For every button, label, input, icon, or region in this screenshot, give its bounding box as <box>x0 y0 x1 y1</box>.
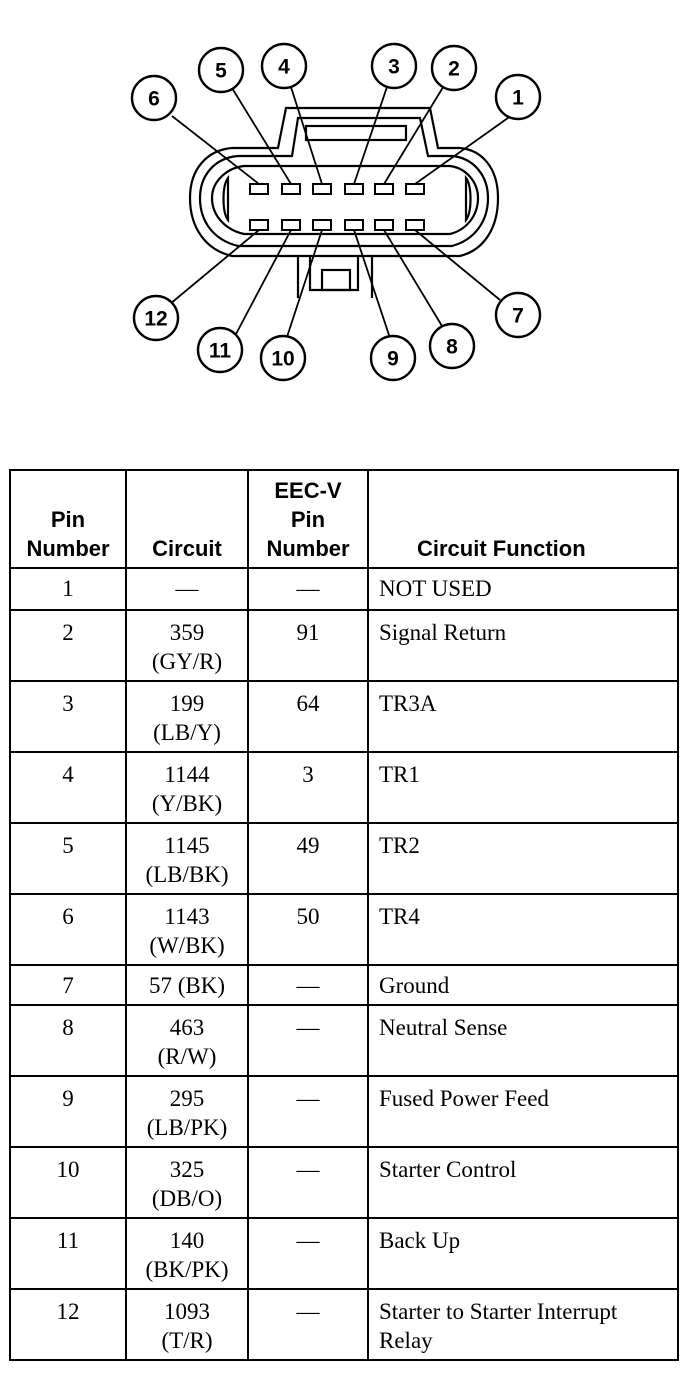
eec-pin-cell: 64 <box>248 681 368 752</box>
circuit-function-cell: Back Up <box>368 1218 678 1289</box>
circuit-cell: 1093 (T/R) <box>126 1289 248 1360</box>
circuit-cell: 463 (R/W) <box>126 1005 248 1076</box>
callout-6-label: 6 <box>148 87 160 111</box>
callout-2-label: 2 <box>448 57 460 81</box>
circuit-cell: 57 (BK) <box>126 965 248 1005</box>
circuit-cell: — <box>126 568 248 610</box>
pin-number-cell: 5 <box>10 823 126 894</box>
eec-pin-cell: 49 <box>248 823 368 894</box>
callout-7 <box>496 293 540 337</box>
pin-number-cell: 11 <box>10 1218 126 1289</box>
table-row <box>10 1076 678 1147</box>
pin-number-cell: 9 <box>10 1076 126 1147</box>
pin-number-cell: 2 <box>10 610 126 681</box>
pin-slot-11 <box>282 220 300 230</box>
circuit-cell: 325 (DB/O) <box>126 1147 248 1218</box>
circuit-cell: 359 (GY/R) <box>126 610 248 681</box>
callout-4-label: 4 <box>278 55 290 79</box>
callout-8 <box>430 324 474 368</box>
pin-slot-7 <box>406 220 424 230</box>
table-row <box>10 1005 678 1076</box>
circuit-cell: 140 (BK/PK) <box>126 1218 248 1289</box>
callout-3 <box>372 44 416 88</box>
circuit-function-cell: Ground <box>368 965 678 1005</box>
pin-slot-8 <box>375 220 393 230</box>
pin-number-cell: 6 <box>10 894 126 965</box>
table-row <box>10 894 678 965</box>
circuit-cell: 1143 (W/BK) <box>126 894 248 965</box>
circuit-cell: 295 (LB/PK) <box>126 1076 248 1147</box>
pin-slot-10 <box>313 220 331 230</box>
pin-slot-1 <box>406 184 424 194</box>
callout-11-label: 11 <box>208 339 232 363</box>
header-eec-pin-number: EEC-V Pin Number <box>248 470 368 568</box>
eec-pin-cell: 3 <box>248 752 368 823</box>
callout-3-label: 3 <box>388 55 400 79</box>
leader-lines <box>170 84 515 340</box>
circuit-function-cell: NOT USED <box>368 568 678 610</box>
callout-2 <box>432 46 476 90</box>
callout-1 <box>496 75 540 119</box>
pin-table <box>9 469 679 1361</box>
pin-number-cell: 10 <box>10 1147 126 1218</box>
connector-diagram <box>0 0 688 400</box>
table-row <box>10 1289 678 1360</box>
eec-pin-cell: — <box>248 1005 368 1076</box>
circuit-cell: 1144 (Y/BK) <box>126 752 248 823</box>
circuit-cell: 199 (LB/Y) <box>126 681 248 752</box>
pin-slot-6 <box>250 184 268 194</box>
pin-slot-2 <box>375 184 393 194</box>
eec-pin-cell: 91 <box>248 610 368 681</box>
eec-pin-cell: — <box>248 568 368 610</box>
eec-pin-cell: — <box>248 965 368 1005</box>
callout-7-label: 7 <box>512 304 524 328</box>
pin-slot-9 <box>345 220 363 230</box>
table-row <box>10 610 678 681</box>
eec-pin-cell: 50 <box>248 894 368 965</box>
table-row <box>10 965 678 1005</box>
callout-11 <box>198 328 242 372</box>
callout-5-label: 5 <box>215 59 227 83</box>
callout-10 <box>261 336 305 380</box>
pin-slot-12 <box>250 220 268 230</box>
pin-number-cell: 1 <box>10 568 126 610</box>
eec-pin-cell: — <box>248 1289 368 1360</box>
circuit-function-cell: Starter Control <box>368 1147 678 1218</box>
table-row <box>10 1218 678 1289</box>
pin-slots-bottom-row <box>250 220 424 230</box>
callout-4 <box>262 44 306 88</box>
table-header-row <box>10 470 678 568</box>
table-row <box>10 752 678 823</box>
table-row <box>10 823 678 894</box>
eec-pin-cell: — <box>248 1218 368 1289</box>
callout-6 <box>132 76 176 120</box>
table-row <box>10 568 678 610</box>
table-row <box>10 1147 678 1218</box>
circuit-function-cell: Signal Return <box>368 610 678 681</box>
circuit-function-cell: Neutral Sense <box>368 1005 678 1076</box>
connector-housing <box>190 108 498 298</box>
callout-12-label: 12 <box>144 307 168 331</box>
circuit-cell: 1145 (LB/BK) <box>126 823 248 894</box>
pin-number-cell: 3 <box>10 681 126 752</box>
circuit-function-cell: TR3A <box>368 681 678 752</box>
pin-number-cell: 4 <box>10 752 126 823</box>
header-pin-number: Pin Number <box>10 470 126 568</box>
callout-1-label: 1 <box>512 86 524 110</box>
eec-pin-cell: — <box>248 1076 368 1147</box>
callout-9 <box>371 336 415 380</box>
header-circuit-function: Circuit Function <box>368 470 678 568</box>
pin-slot-3 <box>345 184 363 194</box>
circuit-function-cell: TR4 <box>368 894 678 965</box>
circuit-function-cell: TR2 <box>368 823 678 894</box>
pin-slots-top-row <box>250 184 424 194</box>
pin-slot-5 <box>282 184 300 194</box>
pin-number-cell: 7 <box>10 965 126 1005</box>
table-row <box>10 681 678 752</box>
callout-10-label: 10 <box>271 347 295 371</box>
callout-12 <box>134 296 178 340</box>
circuit-function-cell: Fused Power Feed <box>368 1076 678 1147</box>
pin-slot-4 <box>313 184 331 194</box>
circuit-function-cell: Starter to Starter Interrupt Relay <box>368 1289 678 1360</box>
header-circuit: Circuit <box>126 470 248 568</box>
callout-5 <box>199 48 243 92</box>
pin-number-cell: 12 <box>10 1289 126 1360</box>
callout-9-label: 9 <box>387 347 399 371</box>
circuit-function-cell: TR1 <box>368 752 678 823</box>
callout-8-label: 8 <box>446 335 458 359</box>
eec-pin-cell: — <box>248 1147 368 1218</box>
pin-number-cell: 8 <box>10 1005 126 1076</box>
